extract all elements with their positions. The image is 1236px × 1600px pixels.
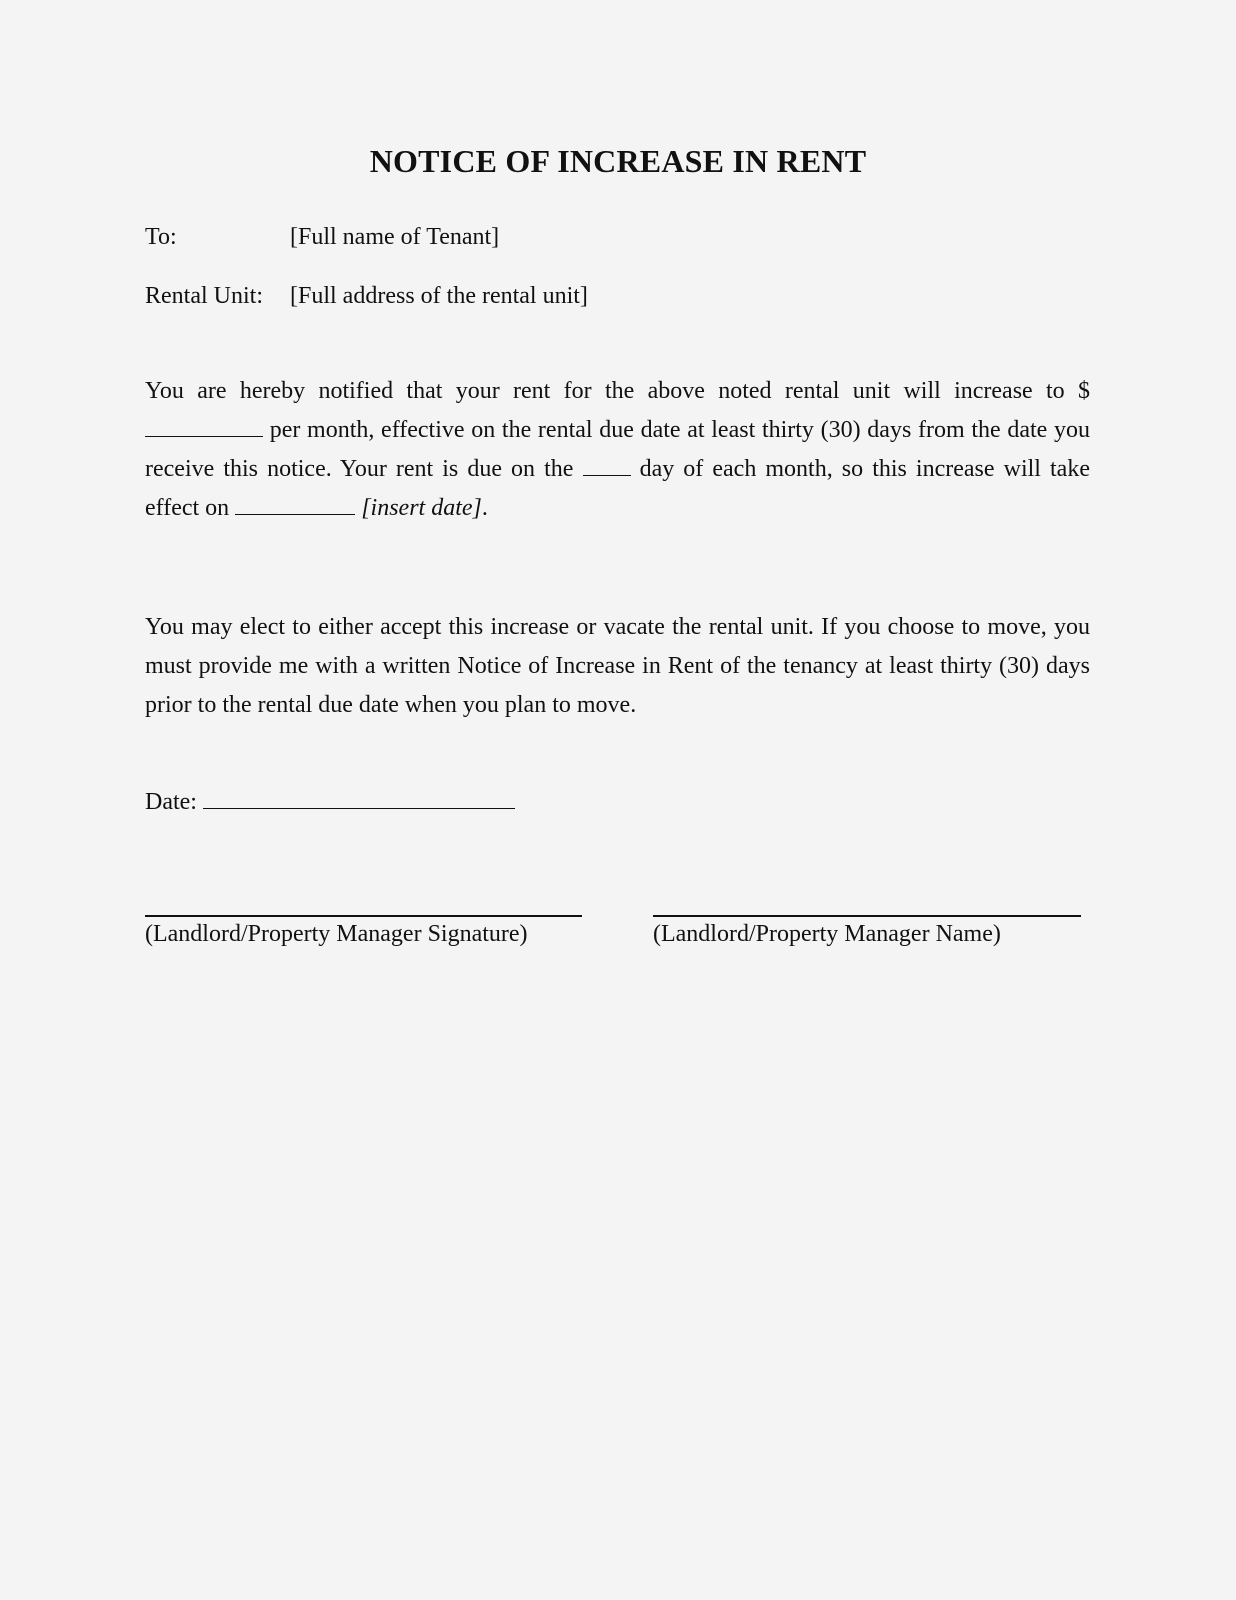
rental-unit-row	[145, 283, 588, 310]
insert-date-note: [insert date]	[361, 495, 482, 521]
effective-date-blank	[235, 494, 355, 515]
signature-block	[145, 915, 582, 948]
paragraph-text-2: per month, effective on the rental due date at least thirty (30) days from the date you receive this notice. Your rent is due on the	[145, 417, 1090, 482]
due-day-blank	[583, 455, 631, 476]
date-row	[145, 788, 515, 816]
paragraph-text-3: day of each month, so this increase will take effect on	[145, 456, 1090, 521]
date-label: Date:	[145, 789, 197, 815]
name-line	[653, 915, 1081, 917]
signature-caption: (Landlord/Property Manager Signature)	[145, 921, 528, 947]
to-row	[145, 224, 499, 251]
rental-unit-address-placeholder: [Full address of the rental unit]	[290, 283, 588, 309]
paragraph-end: .	[481, 495, 488, 521]
notice-paragraph	[145, 372, 1090, 528]
document-title: NOTICE OF INCREASE IN RENT	[369, 143, 867, 179]
signature-line	[145, 915, 582, 917]
tenant-name-placeholder: [Full name of Tenant]	[290, 224, 500, 250]
paragraph-text-1: You are hereby notified that your rent for the above noted rental unit will increase to $	[145, 378, 1090, 404]
election-paragraph: You may elect to either accept this increase or vacate the rental unit. If you choose to move, you must provide me with a written Notice of Increase in Rent of the tenancy at least thirty (30) days prior to the rental due date when you plan to move.	[145, 614, 1090, 718]
name-caption: (Landlord/Property Manager Name)	[653, 921, 1001, 947]
rental-unit-label: Rental Unit:	[145, 283, 263, 309]
name-block	[653, 915, 1081, 948]
date-blank	[203, 788, 515, 809]
to-label: To:	[145, 224, 177, 250]
amount-blank	[145, 416, 263, 437]
